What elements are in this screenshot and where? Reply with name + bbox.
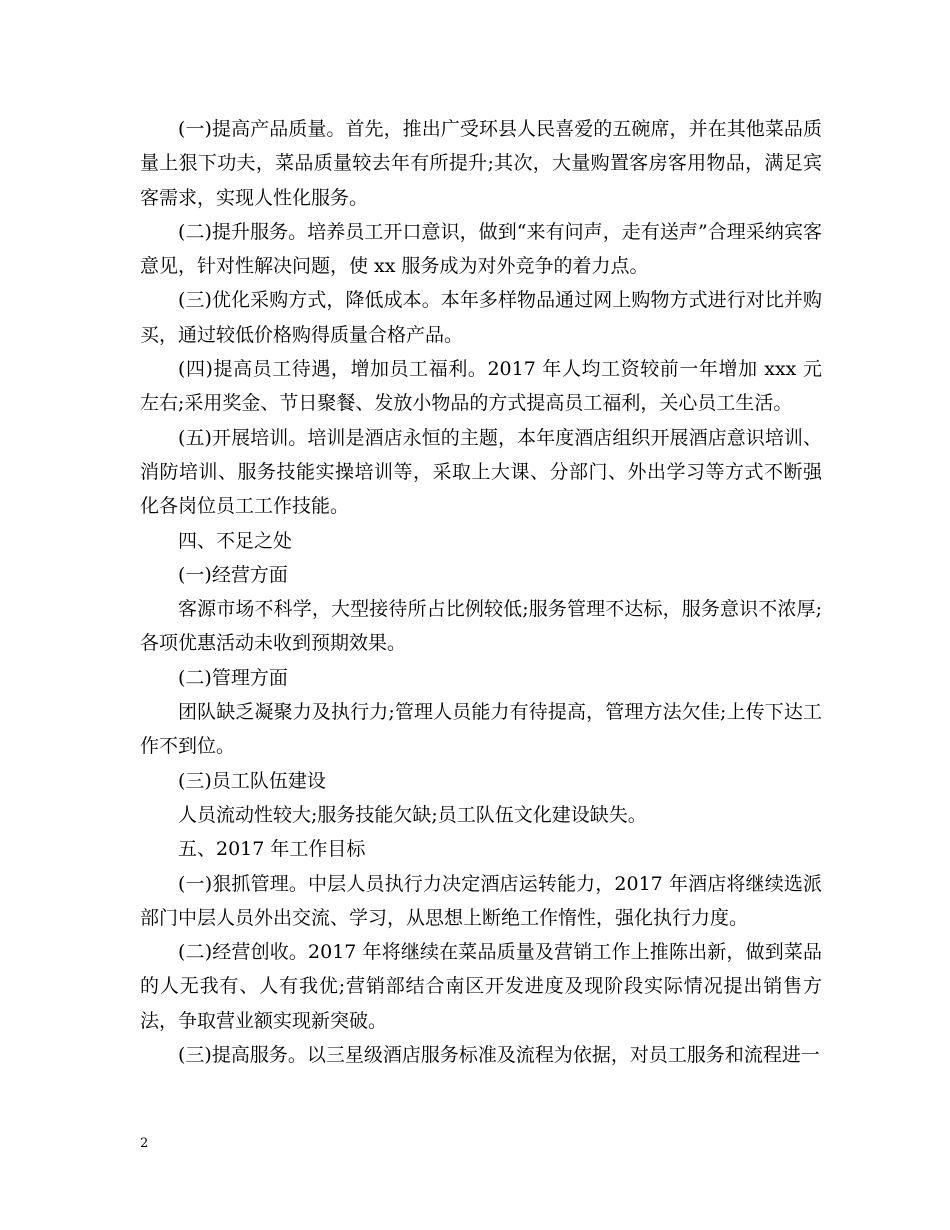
page-number: 2 [140, 1136, 149, 1151]
subheading-staff: (三)员工队伍建设 [178, 769, 326, 792]
subheading-operations: (一)经营方面 [178, 563, 288, 586]
document-body [140, 112, 822, 1072]
paragraph-5: (五)开展培训。培训是酒店永恒的主题，本年度酒店组织开展酒店意识培训、消防培训、服务技能实操培训等，采取上大课、分部门、外出学习等方式不断强化各岗位员工工作技能。 [140, 426, 822, 518]
paragraph-4: (四)提高员工待遇，增加员工福利。2017 年人均工资较前一年增加 xxx 元左右;采用奖金、节日聚餐、发放小物品的方式提高员工福利，关心员工生活。 [140, 358, 822, 415]
paragraph-1: (一)提高产品质量。首先，推出广受环县人民喜爱的五碗席，并在其他菜品质量上狠下功夫，菜品质量较去年有所提升;其次，大量购置客房客用物品，满足宾客需求，实现人性化服务。 [140, 118, 822, 209]
paragraph-management: 团队缺乏凝聚力及执行力;管理人员能力有待提高，管理方法欠佳;上传下达工作不到位。 [140, 701, 822, 758]
section-heading-goals: 五、2017 年工作目标 [178, 838, 366, 861]
paragraph-operations: 客源市场不科学，大型接待所占比例较低;服务管理不达标，服务意识不浓厚;各项优惠活动未收到预期效果。 [140, 598, 822, 655]
subheading-management: (二)管理方面 [178, 666, 288, 689]
section-heading-shortcomings: 四、不足之处 [178, 529, 293, 552]
paragraph-goal-2: (二)经营创收。2017 年将继续在菜品质量及营销工作上推陈出新，做到菜品的人无我有、人有我优;营销部结合南区开发进度及现阶段实际情况提出销售方法，争取营业额实现新突破。 [140, 941, 822, 1032]
paragraph-2: (二)提升服务。培养员工开口意识，做到“来有问声，走有送声”合理采纳宾客意见，针对性解决问题，使 xx 服务成为对外竞争的着力点。 [140, 220, 822, 278]
paragraph-goal-1: (一)狠抓管理。中层人员执行力决定酒店运转能力，2017 年酒店将继续选派部门中层人员外出交流、学习，从思想上断绝工作惰性，强化执行力度。 [140, 872, 822, 929]
paragraph-goal-3: (三)提高服务。以三星级酒店服务标准及流程为依据，对员工服务和流程进一 [178, 1044, 820, 1067]
paragraph-staff: 人员流动性较大;服务技能欠缺;员工队伍文化建设缺失。 [178, 803, 647, 826]
paragraph-3: (三)优化采购方式，降低成本。本年多样物品通过网上购物方式进行对比并购买，通过较低价格购得质量合格产品。 [140, 289, 822, 346]
